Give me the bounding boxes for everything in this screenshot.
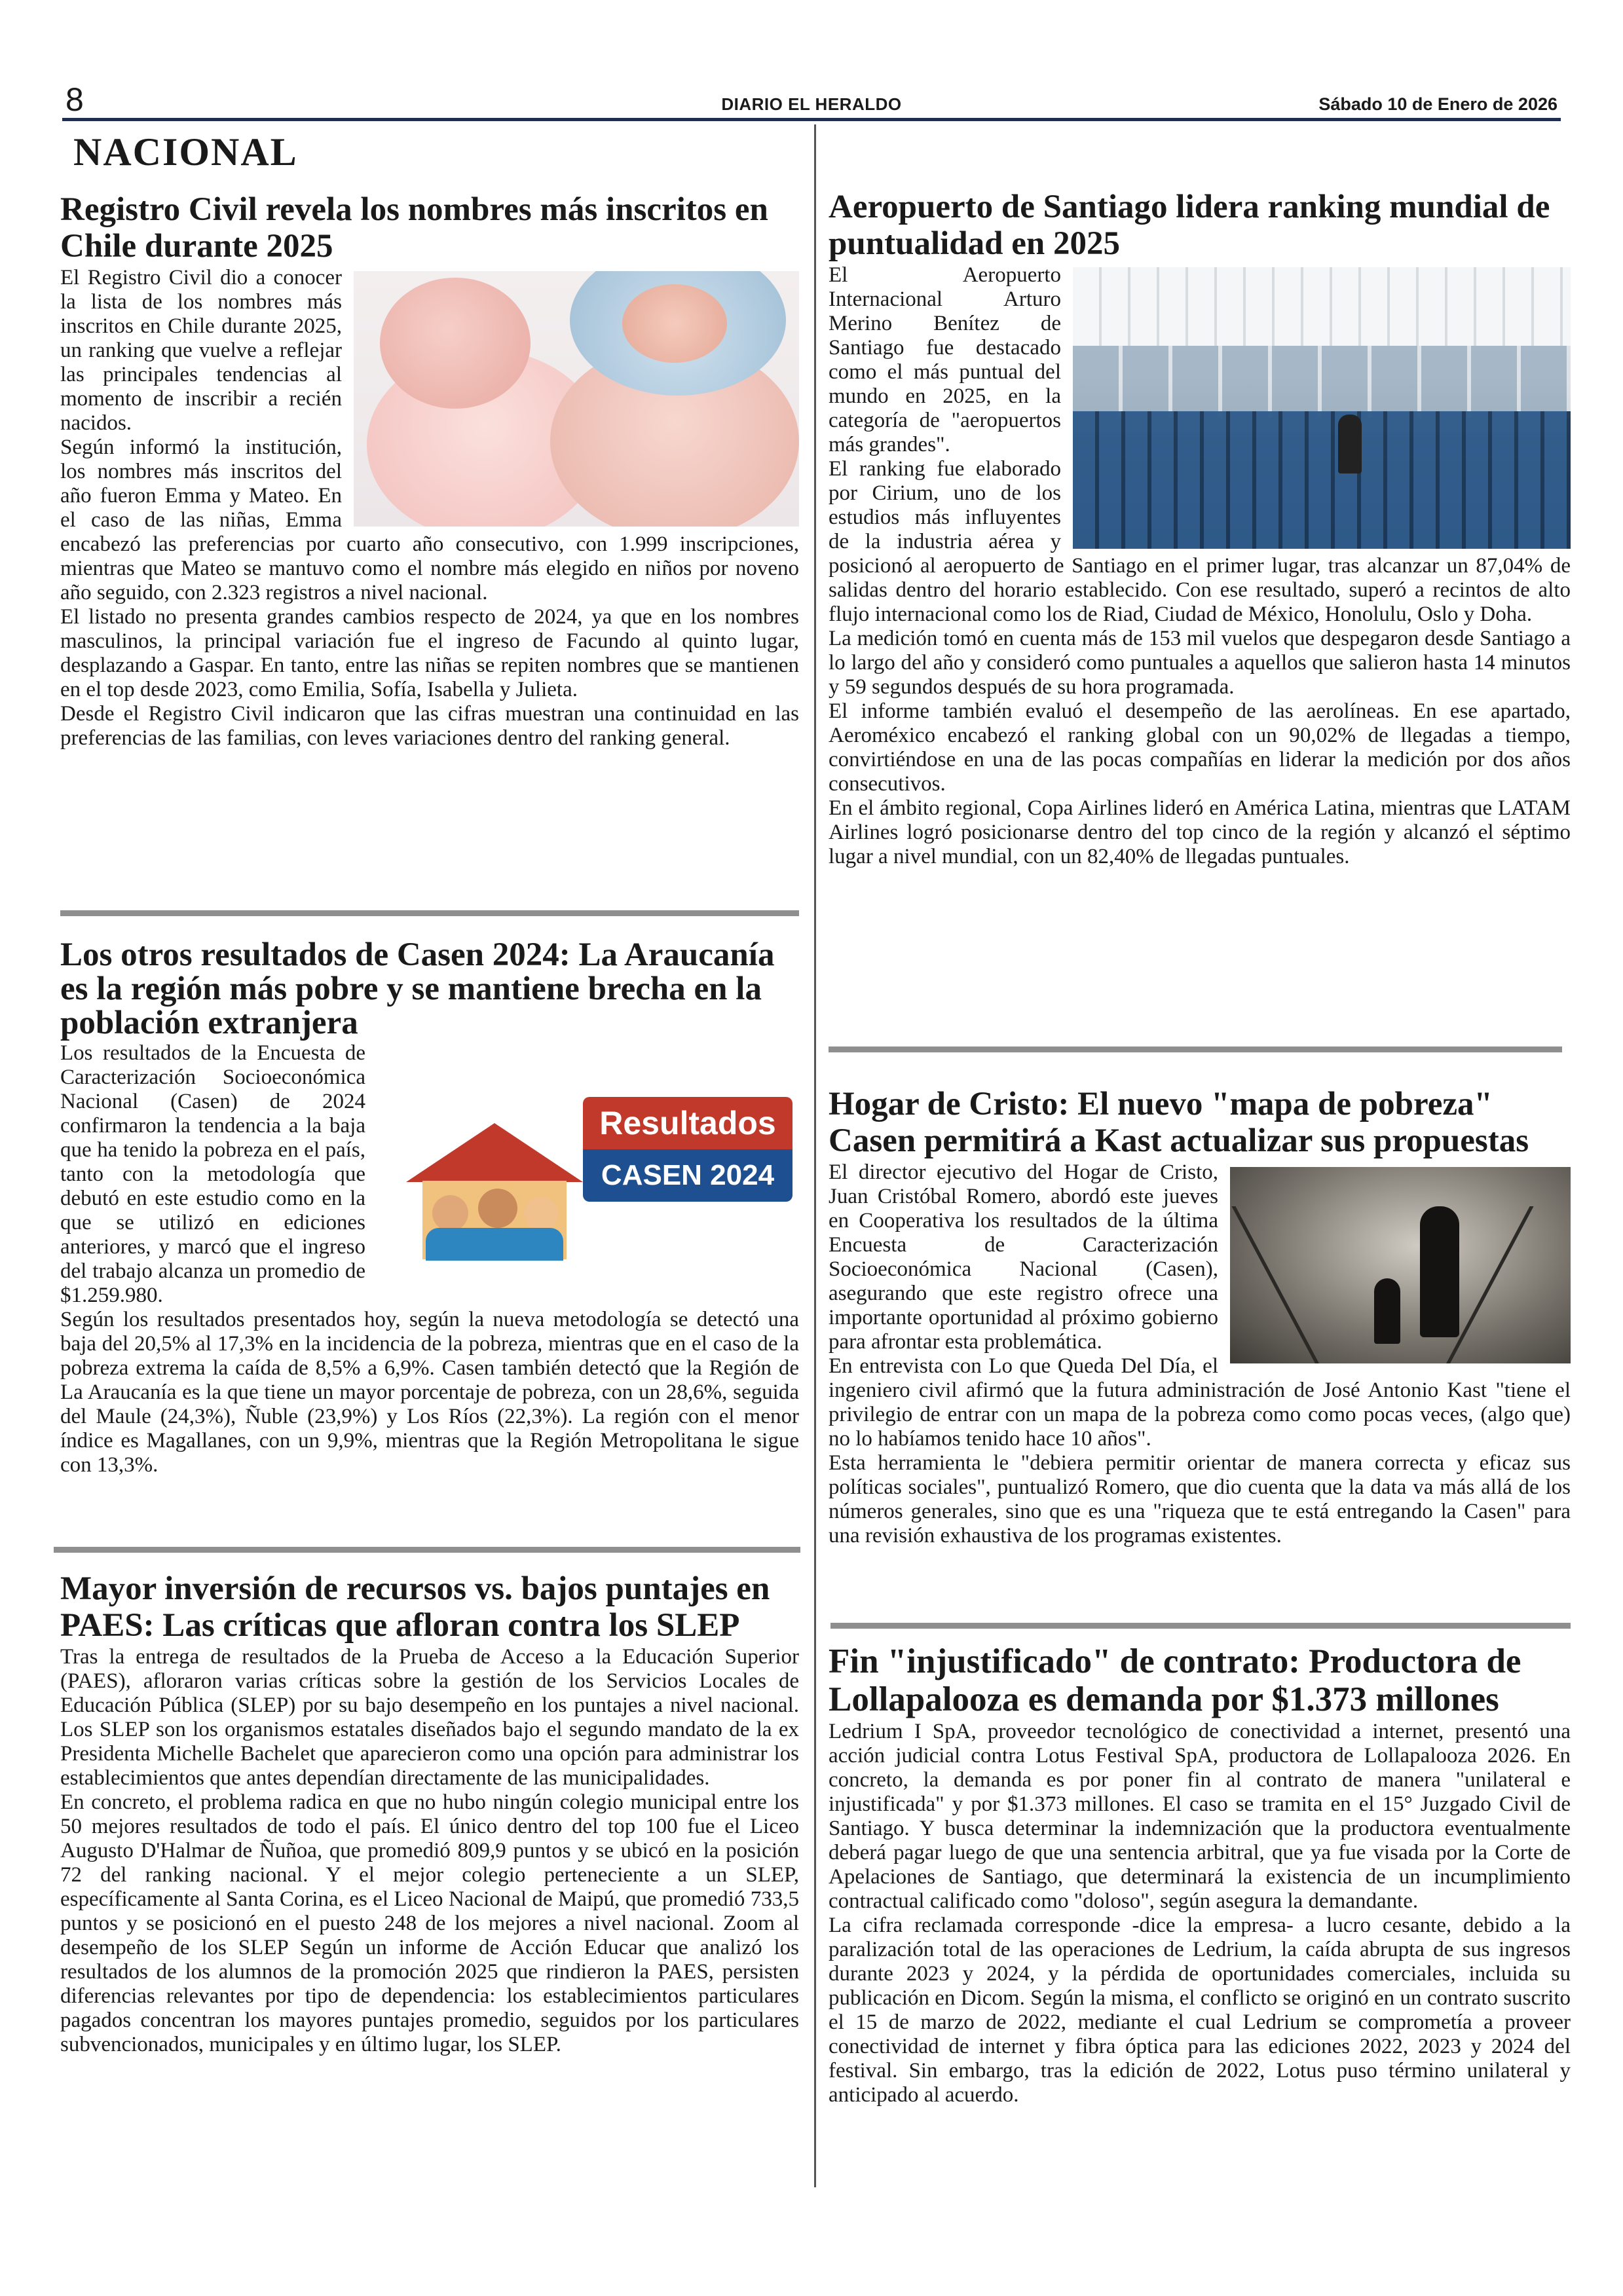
- paragraph: En concreto, el problema radica en que no hubo ningún colegio municipal entre los 50 mejores resultados de todo el país. El único dentro del top 100 fue el Liceo Augusto D'Halmar de Ñuñoa, que promedió 809,9 puntos y se ubicó en la posición 72 del ranking nacional. Y el mejor colegio perteneciente a un SLEP, específicamente al Santa Corina, es el Liceo Nacional de Maipú, que promedió 733,5 puntos y se posicionó en el puesto 248 de los mejores a nivel nacional. Zoom al desempeño de los SLEP Según un informe de Acción Educar que analizó los resultados de los alumnos de la promoción 2025 que rindieron la PAES, persisten diferencias relevantes por tipo de dependencia: los establecimientos particulares pagados concentran los mayores puntajes promedio, seguidos por los particulares subvencionados, municipales y en último lugar, los SLEP.: [60, 1790, 799, 2056]
- paragraph: Esta herramienta le "debiera permitir orientar de manera correcta y eficaz sus políticas sociales", puntualizó Romero, que dio cuenta que la data va más allá de los números generales, sino que es una "riqueza que te está entregando la Casen" para una revisión exhaustiva de los programas existentes.: [829, 1451, 1571, 1547]
- paragraph: El ranking fue elaborado por Cirium, uno de los estudios más influyentes de la industria aérea y posicionó al aeropuerto de Santiago en el primer lugar, tras alcanzar un 87,04% de salidas dentro del horario establecido. Con ese resultado, superó a recintos de alto flujo internacional como los de Riad, Ciudad de México, Honolulu, Oslo y Doha.: [829, 457, 1571, 626]
- house-icon: [406, 1123, 583, 1254]
- paragraph: Tras la entrega de resultados de la Prueba de Acceso a la Educación Superior (PAES), afloraron varias críticas sobre la gestión de los Servicios Locales de Educación Pública (SLEP) por su bajo desempeño en los puntajes a nivel nacional. Los SLEP son los organismos estatales diseñados bajo el segundo mandato de la ex Presidenta Michelle Bachelet que aparecieron como una opción para administrar los establecimientos que antes dependían directamente de las municipalidades.: [60, 1645, 799, 1790]
- article-separator: [60, 910, 799, 916]
- paragraph: El Aeropuerto Internacional Arturo Merino Benítez de Santiago fue destacado como el más puntual del mundo en 2025, en la categoría de "aeropuertos más grandes".: [829, 263, 1061, 456]
- article-registro-civil: [60, 191, 799, 750]
- airport-photo: [1073, 267, 1571, 549]
- paragraph: El Registro Civil dio a conocer la lista de los nombres más inscritos en Chile durante 2025, un ranking que vuelve a reflejar las principales tendencias al momento de inscribir a recién nacidos.: [60, 266, 342, 435]
- masthead: [62, 80, 1561, 119]
- article-headline: Fin "injustificado" de contrato: Productora de Lollapalooza es demanda por $1.373 millones: [829, 1642, 1521, 1718]
- casen-logo: [380, 1077, 799, 1280]
- paragraph: Según informó la institución, los nombres más inscritos del año fueron Emma y Mateo. En el caso de las niñas, Emma encabezó las preferencias por cuarto año consecutivo, con 1.999 inscripciones, mientras que Mateo se mantuvo como el nombre más elegido en niños por noveno año seguido, con 2.323 registros a nivel nacional.: [60, 435, 799, 604]
- issue-date: Sábado 10 de Enero de 2026: [1318, 94, 1558, 114]
- paragraph: Según los resultados presentados hoy, según la nueva metodología se detectó una baja del 20,5% al 17,3% en la incidencia de la pobreza, mientras que en el caso de la pobreza extrema la caída de 8,5% a 6,9%. Casen también detectó que la Región de La Araucanía es la que tiene un mayor porcentaje de pobreza, con un 28,6%, seguida del Maule (24,3%), Ñuble (23,9%) y Los Ríos (22,3%). La región con el menor índice es Magallanes, con un 9,9%, mientras que la Región Metropolitana le sigue con 13,3%.: [60, 1308, 799, 1477]
- paragraph: Ledrium I SpA, proveedor tecnológico de conectividad a internet, presentó una acción judicial contra Lotus Festival SpA, productora de Lollapalooza 2026. En concreto, la demanda es por poner fin al contrato de manera "unilateral e injustificada" y por $1.373 millones. El caso se tramita en el 15° Juzgado Civil de Santiago. Y busca determinar la indemnización que la productora eventualmente deberá pagar luego de que una sentencia arbitral, que ya fue visada por la Corte de Apelaciones de Santiago, que determinará la existencia de un incumplimiento contractual calificado como "doloso", según asegura la demandante.: [829, 1720, 1571, 1913]
- article-body: [829, 263, 1571, 869]
- casen-logo-line2: CASEN 2024: [583, 1149, 793, 1202]
- article-body: [60, 266, 799, 750]
- section-title: NACIONAL: [73, 130, 298, 174]
- paragraph: En el ámbito regional, Copa Airlines lideró en América Latina, mientras que LATAM Airlines logró posicionarse dentro del top cinco de la región y alcanzó el séptimo lugar a nivel mundial, con un 82,40% de llegadas puntuales.: [829, 796, 1571, 868]
- paragraph: El listado no presenta grandes cambios respecto de 2024, ya que en los nombres masculinos, la principal variación fue el ingreso de Facundo al quinto lugar, desplazando a Gaspar. En tanto, entre las niñas se repiten nombres que se mantienen en el top desde 2023, como Emilia, Sofía, Isabella y Julieta.: [60, 605, 799, 701]
- article-separator: [829, 1046, 1562, 1052]
- newspaper-name: DIARIO EL HERALDO: [721, 94, 902, 114]
- article-body: [829, 1720, 1571, 2107]
- babies-photo: [354, 271, 799, 527]
- column-divider: [814, 124, 816, 2187]
- article-slep: [60, 1570, 799, 2057]
- article-lollapalooza: [829, 1642, 1571, 2107]
- passenger-figure: [1338, 415, 1362, 473]
- article-headline: Aeropuerto de Santiago lidera ranking mundial de puntualidad en 2025: [829, 189, 1550, 262]
- paragraph: El informe también evaluó el desempeño de las aerolíneas. En ese apartado, Aeroméxico encabezó el ranking global con un 90,02% de llegadas a tiempo, convirtiéndose en una de las pocas compañías en liderar la medición por dos años consecutivos.: [829, 699, 1571, 796]
- paragraph: Desde el Registro Civil indicaron que las cifras muestran una continuidad en las preferencias de las familias, con leves variaciones dentro del ranking general.: [60, 702, 799, 750]
- article-headline: Registro Civil revela los nombres más inscritos en Chile durante 2025: [60, 191, 768, 265]
- railway-photo: [1230, 1167, 1571, 1363]
- article-headline: Mayor inversión de recursos vs. bajos puntajes en PAES: Las críticas que afloran contra los SLEP: [60, 1570, 770, 1644]
- article-separator: [830, 1623, 1571, 1629]
- article-body: [60, 1645, 799, 2057]
- article-hogar-de-cristo: [829, 1086, 1571, 1548]
- casen-logo-line1: Resultados: [583, 1097, 793, 1149]
- paragraph: En entrevista con Lo que Queda Del Día, el ingeniero civil afirmó que la futura administración de José Antonio Kast "tiene el privilegio de entrar con un mapa de la pobreza como como pocas veces, (algo que) no lo habíamos tenido hace 10 años".: [829, 1354, 1571, 1451]
- paragraph: El director ejecutivo del Hogar de Cristo, Juan Cristóbal Romero, abordó este jueves en Cooperativa los resultados de la última Encuesta de Caracterización Socioeconómica Nacional (Casen), asegurando que este registro ofrece una importante oportunidad al próximo gobierno para afrontar esta problemática.: [829, 1160, 1218, 1354]
- paragraph: La medición tomó en cuenta más de 153 mil vuelos que despegaron desde Santiago a lo largo del año y consideró como puntuales a aquellos que salieron hasta 14 minutos y 59 segundos después de su hora programada.: [829, 627, 1571, 699]
- paragraph: Los resultados de la Encuesta de Caracterización Socioeconómica Nacional (Casen) de 2024 confirmaron la tendencia a la baja que ha tenido la pobreza en el país, tanto con la metodología que debutó en este estudio como en la que se utilizó en ediciones anteriores, y marcó que el ingreso del trabajo alcanza un promedio de $1.259.980.: [60, 1041, 365, 1307]
- page-number: 8: [65, 81, 84, 118]
- article-body: [829, 1160, 1571, 1548]
- article-casen: [60, 938, 799, 1477]
- article-body: [60, 1041, 799, 1477]
- masthead-rule: [62, 118, 1561, 121]
- article-separator: [54, 1547, 800, 1553]
- article-headline: Hogar de Cristo: El nuevo "mapa de pobreza" Casen permitirá a Kast actualizar sus propuestas: [829, 1086, 1529, 1159]
- paragraph: La cifra reclamada corresponde -dice la empresa- a lucro cesante, debido a la paralización total de las operaciones de Ledrium, la caída abrupta de sus ingresos durante 2023 y 2024, y la pérdida de oportunidades comerciales, incluida su publicación en Dicom. Según la misma, el conflicto se originó en un contrato suscrito el 15 de marzo de 2022, mediante el cual Ledrium se comprometía a proveer conectividad de internet y fibra óptica para las ediciones 2022, 2023 y 2024 del festival. Sin embargo, tras la edición de 2022, Lotus puso término unilateral y anticipado al acuerdo.: [829, 1914, 1571, 2107]
- article-aeropuerto: [829, 189, 1571, 869]
- article-headline: Los otros resultados de Casen 2024: La Araucanía es la región más pobre y se mantiene brecha en la población extranjera: [60, 936, 775, 1041]
